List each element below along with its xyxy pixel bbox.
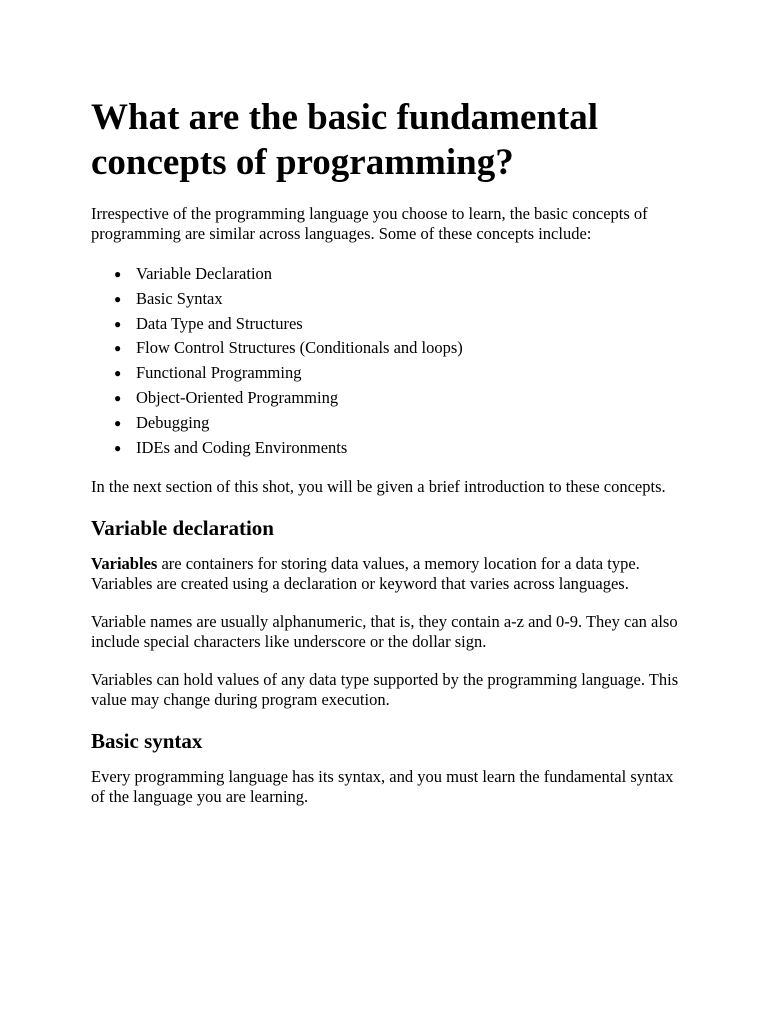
variable-names-paragraph: Variable names are usually alphanumeric, that is, they contain a-z and 0-9. They can also include special characters like underscore or the dollar sign. xyxy=(91,612,678,652)
intro-paragraph: Irrespective of the programming language you choose to learn, the basic concepts of programming are similar across languages. Some of these concepts include: xyxy=(91,204,648,243)
list-item: ● Data Type and Structures xyxy=(136,312,691,337)
variable-values-paragraph: Variables can hold values of any data type supported by the programming language. This value may change during program execution. xyxy=(91,670,679,710)
bullet-icon: ● xyxy=(114,390,122,405)
bullet-icon: ● xyxy=(114,341,122,356)
bullet-icon: ● xyxy=(114,440,122,455)
list-item: ● IDEs and Coding Environments xyxy=(136,436,691,461)
bullet-icon: ● xyxy=(114,316,122,331)
bullet-icon: ● xyxy=(114,291,122,306)
document-page xyxy=(91,95,691,825)
variables-paragraph xyxy=(91,554,691,594)
next-section-paragraph: In the next section of this shot, you will be given a brief introduction to these concepts. xyxy=(91,477,666,497)
list-item: ● Object-Oriented Programming xyxy=(136,386,691,411)
list-item: ● Functional Programming xyxy=(136,361,691,386)
list-item: ● Variable Declaration xyxy=(136,262,691,287)
section-heading-variable-declaration: Variable declaration xyxy=(91,516,274,541)
concepts-list xyxy=(91,262,691,460)
bullet-icon: ● xyxy=(114,267,122,281)
basic-syntax-paragraph: Every programming language has its syntax, and you must learn the fundamental syntax of the language you are learning. xyxy=(91,767,674,807)
bullet-icon: ● xyxy=(114,415,122,430)
variables-term: Variables xyxy=(91,554,158,574)
list-item: ● Debugging xyxy=(136,411,691,436)
list-item: ● Basic Syntax xyxy=(136,287,691,312)
section-heading-basic-syntax: Basic syntax xyxy=(91,729,203,754)
bullet-icon: ● xyxy=(114,366,122,381)
page-title: What are the basic fundamental concepts of programming? xyxy=(91,97,599,183)
variables-definition: are containers for storing data values, a memory location for a data type. Variables are created using a declaration or keyword that varies across languages. xyxy=(91,554,640,594)
list-item: ● Flow Control Structures (Conditionals and loops) xyxy=(136,336,691,361)
